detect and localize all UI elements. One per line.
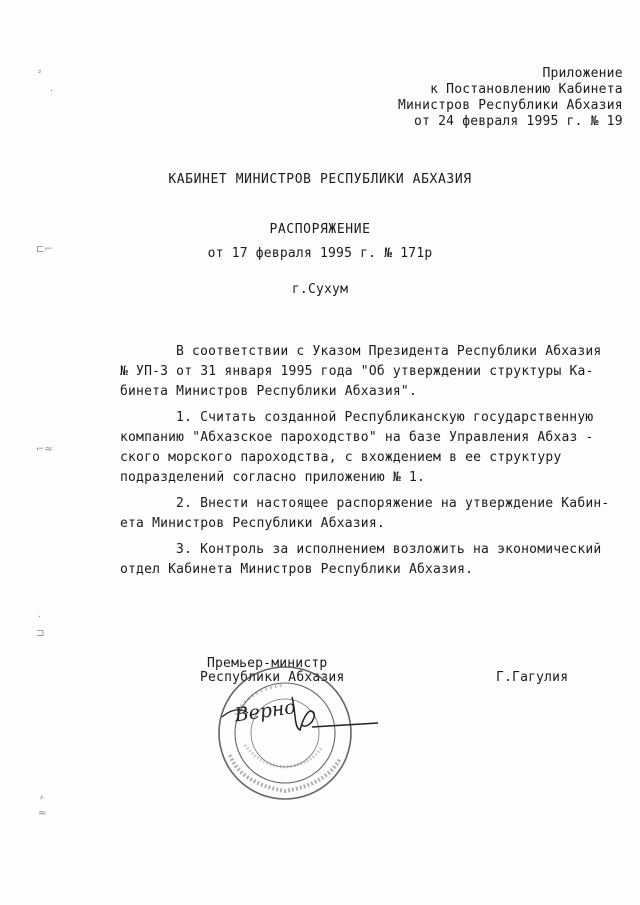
margin-mark: ⌐≈ — [36, 444, 53, 455]
item3-line-2: отдел Кабинета Министров Республики Абхазия. — [120, 562, 474, 577]
item3-line-1: 3. Контроль за исполнением возложить на экономический — [176, 542, 602, 557]
item2-line-1: 2. Внести настоящее распоряжение на утверждение Кабин- — [176, 496, 610, 511]
intro-line-3: бинета Министров Республики Абхазия". — [120, 384, 417, 399]
margin-mark: · — [50, 86, 54, 97]
item2-line-2: ета Министров Республики Абхазия. — [120, 516, 385, 531]
margin-mark: ≈ — [38, 808, 47, 819]
appendix-line-3: Министров Республики Абхазия — [398, 98, 623, 113]
intro-line-1: В соответствии с Указом Президента Республики Абхазия — [176, 344, 602, 359]
appendix-block — [398, 66, 623, 130]
item1-line-4: подразделений согласно приложению № 1. — [120, 470, 426, 485]
margin-mark: · — [38, 612, 42, 623]
appendix-line-1: Приложение — [542, 66, 623, 81]
handwritten-note: Верно — [233, 696, 298, 727]
organization-title: КАБИНЕТ МИНИСТРОВ РЕСПУБЛИКИ АБХАЗИЯ — [168, 172, 472, 187]
stamp-seal — [219, 667, 351, 799]
appendix-line-2: к Постановлению Кабинета — [430, 82, 623, 97]
margin-mark: ⸗ — [40, 792, 44, 803]
intro-line-2: № УП-3 от 31 января 1995 года "Об утверждении структуры Ка- — [120, 364, 594, 379]
official-stamp — [200, 675, 400, 805]
signature-title-line-1: Премьер-министр — [207, 656, 328, 671]
signatory-name: Г.Гагулия — [496, 670, 569, 685]
item1-line-1: 1. Считать созданной Республиканскую государственную — [176, 410, 594, 425]
margin-mark: ⊐ — [36, 628, 45, 639]
margin-mark: ⸗ — [38, 66, 42, 77]
item1-line-3: ского морского пароходства, с вхождением в ее структуру — [120, 450, 562, 465]
margin-mark: ⊏⌐ — [36, 244, 53, 255]
document-city: г.Сухум — [291, 282, 349, 297]
appendix-line-4: от 24 февраля 1995 г. № 19 — [414, 114, 623, 129]
document-type: РАСПОРЯЖЕНИЕ — [269, 222, 371, 237]
item1-line-2: компанию "Абхазское пароходство" на базе Управления Абхаз - — [120, 430, 594, 445]
signature-title-line-2: Республики Абхазия — [200, 670, 345, 685]
document-date-number: от 17 февраля 1995 г. № 171р — [207, 246, 433, 261]
